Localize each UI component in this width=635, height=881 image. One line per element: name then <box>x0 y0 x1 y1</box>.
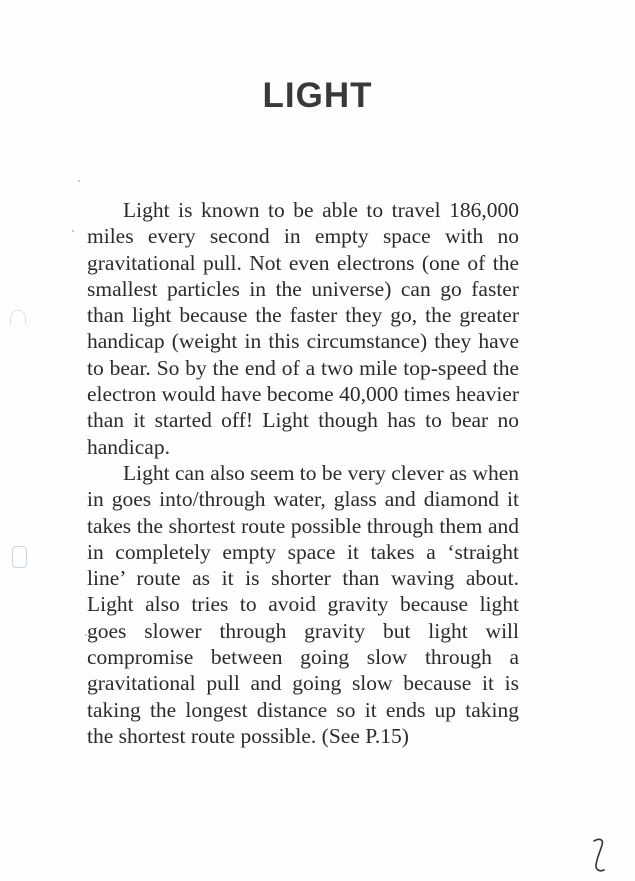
scan-speck <box>78 180 80 182</box>
page-title: LIGHT <box>262 76 373 115</box>
handwritten-page-number-icon <box>590 836 610 876</box>
scan-speck <box>85 634 87 636</box>
paragraph-2: Light can also seem to be very clever as when in goes into/through water, glass and diamond it takes the shortest route possible through them and in completely empty space it takes a ‘straight line’ route as it is shorter than waving about. Light also tries to avoid gravity because light goes slower through gravity but light will compromise between going slow through a gravitational pull and going slow because it is taking the longest distance so it ends up taking the shortest route possible. (See P.15) <box>87 460 519 748</box>
page-number <box>590 836 610 876</box>
punch-hole-artifact <box>12 546 27 568</box>
paragraph-1: Light is known to be able to travel 186,000 miles every second in empty space with no gravitational pull. Not even electrons (one of the smallest particles in the universe) can go faster than light because the faster they go, the greater handicap (weight in this circumstance) they have to bear. So by the end of a two mile top-speed the electron would have become 40,000 times heavier than it started off! Light though has to bear no handicap. <box>87 198 519 459</box>
scan-artifact <box>10 310 26 325</box>
scan-speck <box>72 230 74 232</box>
body-text <box>87 197 519 749</box>
